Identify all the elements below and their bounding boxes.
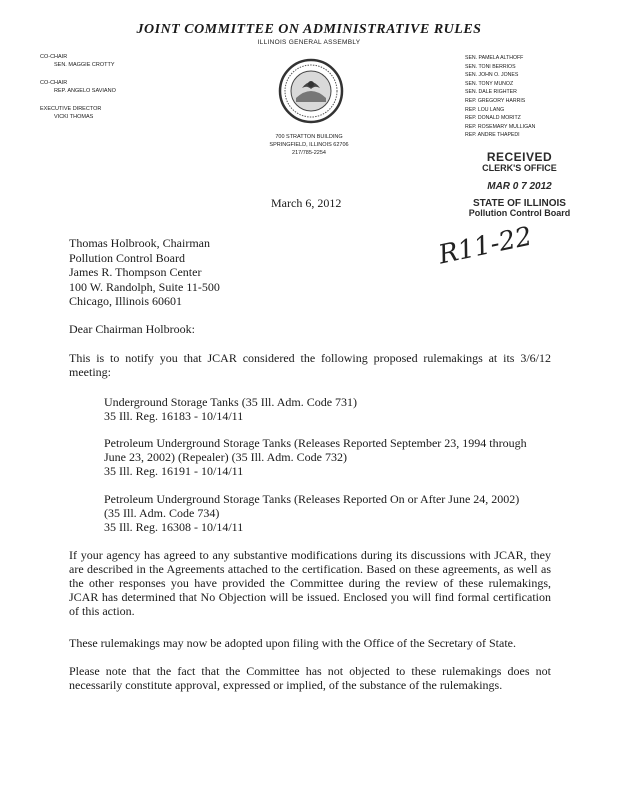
rulemaking-item	[104, 492, 551, 534]
recipient-line: Chicago, Illinois 60601	[69, 294, 182, 308]
rulemaking-line: Underground Storage Tanks (35 Ill. Adm. Code 731)	[104, 395, 358, 409]
stamp-state: STATE OF ILLINOIS	[473, 198, 566, 209]
co-chair-label: CO-CHAIR	[40, 54, 68, 60]
handwritten-docket-number: R11-22	[435, 221, 535, 271]
member-name: REP. ROSEMARY MULLIGAN	[465, 123, 536, 130]
salutation: Dear Chairman Holbrook:	[69, 322, 195, 336]
rulemaking-line: June 23, 2002) (Repealer) (35 Ill. Adm. Code 732)	[104, 450, 347, 464]
address-line: SPRINGFIELD, ILLINOIS 62706	[269, 142, 349, 148]
member-name: SEN. DALE RIGHTER	[465, 89, 517, 96]
body-paragraph: If your agency has agreed to any substantive modifications during its discussions with JCAR, they are described in the Agreements attached to the certification. Based on these agreements, as well as the other responses you have provided the Committee during the review of these rulemakings, JCAR has determined that No Objection will be issued. Enclosed you will find formal certification of this action.	[69, 548, 551, 618]
member-name: REP. ANDRE THAPEDI	[465, 132, 520, 139]
recipient-line: James R. Thompson Center	[69, 265, 202, 279]
member-name: REP. DONALD MORITZ	[465, 115, 521, 122]
rulemaking-line: 35 Ill. Reg. 16191 - 10/14/11	[104, 464, 244, 478]
body-paragraph: These rulemakings may now be adopted upon filing with the Office of the Secretary of State.	[69, 636, 516, 650]
state-seal-icon	[278, 58, 344, 124]
rulemaking-line: 35 Ill. Reg. 16183 - 10/14/11	[104, 409, 244, 423]
received-stamp	[452, 150, 587, 218]
rulemaking-line: Petroleum Underground Storage Tanks (Releases Reported On or After June 24, 2002)	[104, 492, 520, 506]
co-chair2-name: REP. ANGELO SAVIANO	[54, 88, 116, 94]
stamp-office: CLERK'S OFFICE	[482, 163, 557, 173]
officers-block	[40, 53, 220, 121]
co-chair2-label: CO-CHAIR	[40, 80, 68, 86]
committee-title: JOINT COMMITTEE ON ADMINISTRATIVE RULES	[136, 22, 482, 37]
rulemaking-line: (35 Ill. Adm. Code 734)	[104, 506, 220, 520]
member-name: SEN. TONY MUNOZ	[465, 80, 514, 87]
body-paragraph: Please note that the fact that the Committee has not objected to these rulemakings does not necessarily constitute approval, expressed or implied, of the substance of the rulemakings.	[69, 664, 551, 692]
member-name: SEN. JOHN O. JONES	[465, 72, 519, 79]
director-label: EXECUTIVE DIRECTOR	[40, 106, 102, 112]
rulemaking-item	[104, 395, 551, 423]
intro-paragraph: This is to notify you that JCAR considered the following proposed rulemakings at its 3/6/12 meeting:	[69, 351, 551, 379]
rulemaking-line: 35 Ill. Reg. 16308 - 10/14/11	[104, 520, 244, 534]
rulemaking-line: Petroleum Underground Storage Tanks (Releases Reported September 23, 1994 through	[104, 436, 527, 450]
address-line: 700 STRATTON BUILDING	[275, 134, 343, 140]
letter-date: March 6, 2012	[271, 196, 342, 210]
member-name: REP. GREGORY HARRIS	[465, 97, 526, 104]
recipient-line: 100 W. Randolph, Suite 11-500	[69, 279, 220, 294]
members-list	[465, 54, 615, 140]
address-line: 217/785-2254	[292, 150, 326, 156]
co-chair-name: SEN. MAGGIE CROTTY	[54, 62, 115, 68]
member-name: SEN. TONI BERRIOS	[465, 63, 516, 70]
recipient-line: Thomas Holbrook, Chairman	[69, 236, 210, 250]
assembly-name: ILLINOIS GENERAL ASSEMBLY	[257, 39, 361, 46]
rulemaking-item	[104, 436, 551, 478]
stamp-board: Pollution Control Board	[468, 208, 571, 218]
stamp-received: RECEIVED	[486, 150, 553, 164]
recipient-address	[69, 236, 220, 309]
member-name: SEN. PAMELA ALTHOFF	[465, 55, 524, 61]
member-name: REP. LOU LANG	[465, 106, 505, 113]
recipient-line: Pollution Control Board	[69, 250, 186, 265]
director-name: VICKI THOMAS	[54, 114, 94, 120]
stamp-date: MAR 0 7 2012	[487, 181, 552, 192]
